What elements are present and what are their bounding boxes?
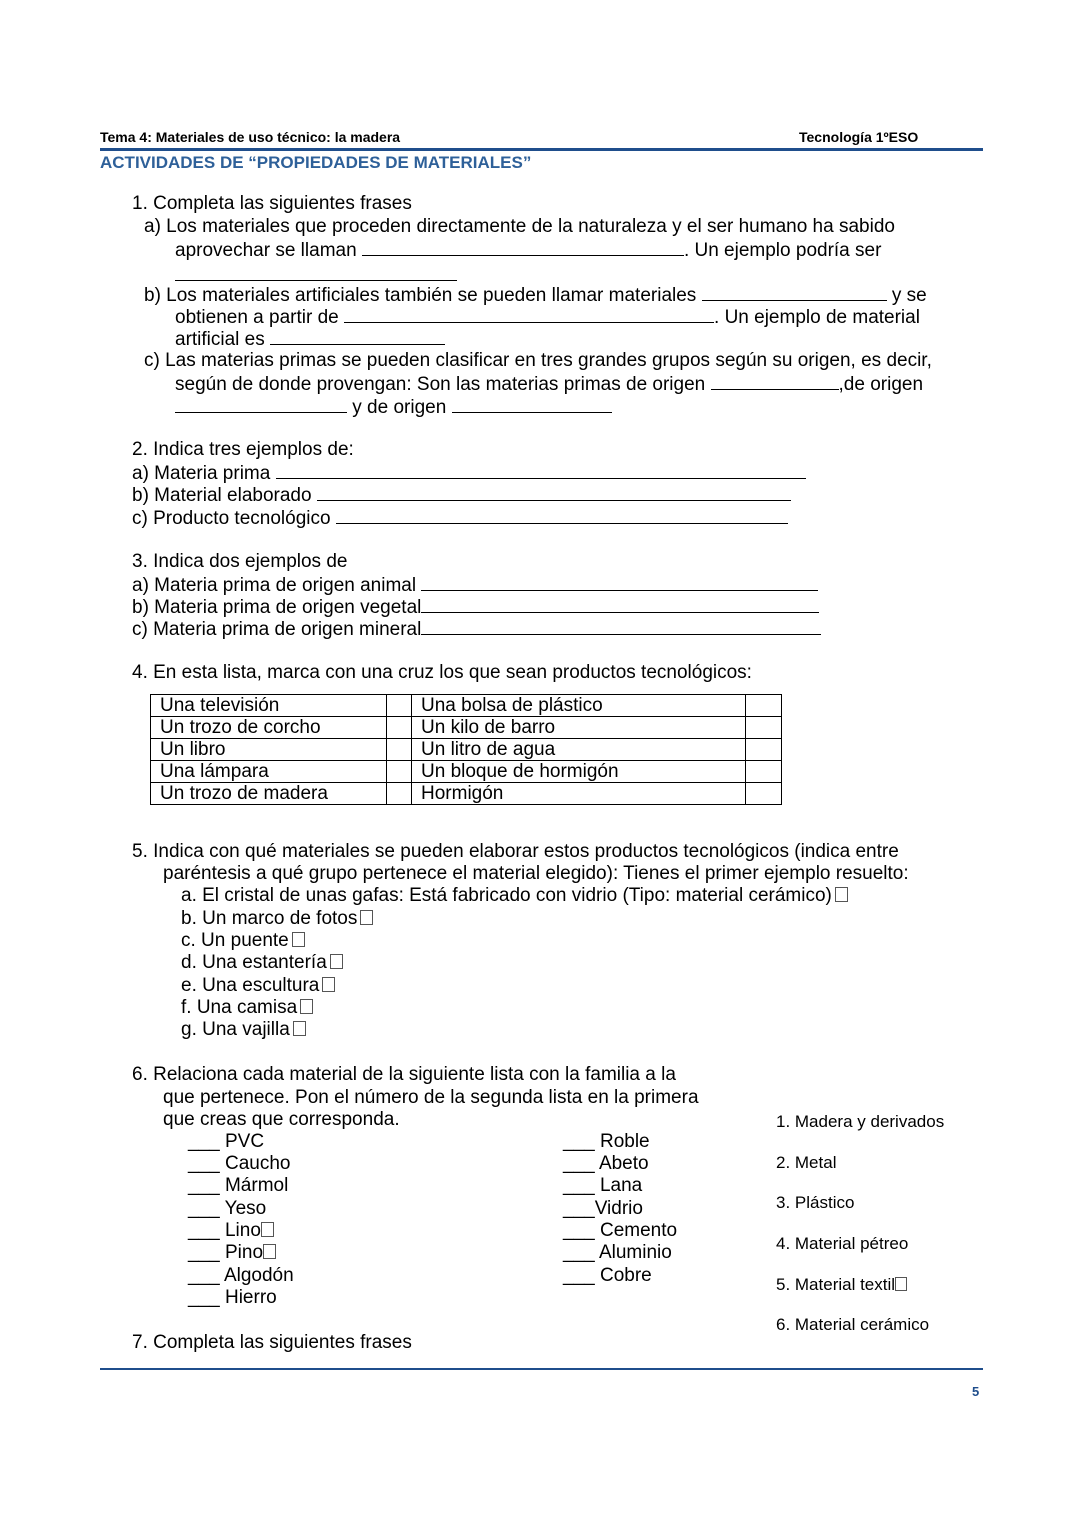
checkbox-icon bbox=[895, 1277, 907, 1291]
table-row bbox=[151, 739, 782, 761]
q6-family: 3. Plástico bbox=[776, 1193, 855, 1212]
checkbox-icon bbox=[835, 887, 848, 902]
q6-col1-item bbox=[188, 1242, 276, 1264]
q3-b bbox=[132, 595, 819, 619]
q5-item-text: a. El cristal de unas gafas: Está fabricado con vidrio (Tipo: material cerámico) bbox=[181, 885, 832, 906]
q6-col1-item bbox=[188, 1153, 290, 1175]
q2-b-blank[interactable] bbox=[317, 483, 791, 501]
table-row bbox=[151, 717, 782, 739]
q6-blank[interactable]: ___ bbox=[188, 1175, 220, 1196]
q6-blank[interactable]: ___ bbox=[563, 1198, 595, 1219]
q4-checkbox[interactable] bbox=[746, 783, 782, 805]
q4-title: 4. En esta lista, marca con una cruz los que sean productos tecnológicos: bbox=[132, 662, 752, 683]
q5-item-text: f. Una camisa bbox=[181, 997, 298, 1018]
q6-blank[interactable]: ___ bbox=[188, 1265, 220, 1286]
q3-a-label: a) Materia prima de origen animal bbox=[132, 575, 417, 596]
q1-b-text-end: y se bbox=[891, 285, 927, 306]
q1-c-text3: y de origen bbox=[352, 397, 447, 418]
q4-checkbox[interactable] bbox=[387, 717, 412, 739]
q6-material: Yeso bbox=[224, 1198, 267, 1219]
q6-col2-item bbox=[563, 1131, 650, 1153]
q4-checkbox[interactable] bbox=[387, 783, 412, 805]
q1-c-text: según de donde provengan: Son las materias primas de origen bbox=[175, 374, 706, 395]
q6-family: 4. Material pétreo bbox=[776, 1234, 909, 1253]
q1-a-line2 bbox=[175, 238, 881, 262]
table-row bbox=[151, 695, 782, 717]
q1-b-line3 bbox=[175, 327, 445, 351]
q1-b-text3: . Un ejemplo de material bbox=[714, 307, 920, 328]
q6-blank[interactable]: ___ bbox=[188, 1131, 220, 1152]
header-right: Tecnología 1ºESO bbox=[799, 129, 919, 145]
q1-b-text2: obtienen a partir de bbox=[175, 307, 339, 328]
q1-c-text2: ,de origen bbox=[838, 374, 924, 395]
q4-item: Una lámpara bbox=[151, 761, 387, 783]
q4-item: Un trozo de corcho bbox=[151, 717, 387, 739]
q6-blank[interactable]: ___ bbox=[188, 1198, 220, 1219]
q4-checkbox[interactable] bbox=[387, 695, 412, 717]
q6-material: Mármol bbox=[224, 1175, 289, 1196]
q6-material: Vidrio bbox=[594, 1198, 643, 1219]
q6-col1-item bbox=[188, 1198, 266, 1220]
q6-family: 2. Metal bbox=[776, 1153, 837, 1172]
q5-item-text: c. Un puente bbox=[181, 930, 289, 951]
header-left: Tema 4: Materiales de uso técnico: la madera bbox=[100, 129, 401, 145]
q6-blank[interactable]: ___ bbox=[188, 1287, 220, 1308]
q5-item bbox=[181, 908, 373, 930]
q6-col1-item bbox=[188, 1287, 277, 1309]
q1-c-line3 bbox=[175, 395, 612, 419]
q6-blank[interactable]: ___ bbox=[563, 1131, 595, 1152]
q4-checkbox[interactable] bbox=[746, 695, 782, 717]
q1-c-line1: c) Las materias primas se pueden clasificar en tres grandes grupos según su origen, es decir, bbox=[144, 350, 932, 371]
q4-item: Un trozo de madera bbox=[151, 783, 387, 805]
q6-material: Cobre bbox=[599, 1265, 652, 1286]
q1-b-blank2[interactable] bbox=[344, 305, 714, 323]
section-title: ACTIVIDADES DE “PROPIEDADES DE MATERIALES” bbox=[100, 153, 532, 172]
q6-family bbox=[776, 1275, 907, 1295]
q4-item: Hormigón bbox=[412, 783, 746, 805]
q6-material: Lana bbox=[599, 1175, 643, 1196]
q3-c-blank[interactable] bbox=[421, 617, 821, 635]
header-rule bbox=[100, 148, 983, 151]
q2-c bbox=[132, 506, 788, 530]
q1-b-text: b) Los materiales artificiales también se pueden llamar materiales bbox=[144, 285, 697, 306]
q5-item-text: d. Una estantería bbox=[181, 952, 327, 973]
q6-blank[interactable]: ___ bbox=[188, 1220, 220, 1241]
q2-b bbox=[132, 483, 791, 507]
q5-item-text: g. Una vajilla bbox=[181, 1019, 290, 1040]
q3-a bbox=[132, 573, 818, 597]
q3-c-label: c) Materia prima de origen mineral bbox=[132, 619, 422, 640]
q6-title-line3: que creas que corresponda. bbox=[163, 1109, 400, 1130]
q6-col2-item bbox=[563, 1153, 649, 1175]
q6-col1-item bbox=[188, 1265, 294, 1287]
q2-title: 2. Indica tres ejemplos de: bbox=[132, 439, 354, 460]
q6-title-line1: 6. Relaciona cada material de la siguiente lista con la familia a la bbox=[132, 1064, 676, 1085]
checkbox-icon bbox=[263, 1244, 276, 1259]
q6-material: Cemento bbox=[599, 1220, 678, 1241]
q6-family-text: 5. Material textil bbox=[776, 1275, 896, 1294]
q5-item bbox=[181, 930, 305, 952]
table-row bbox=[151, 783, 782, 805]
q1-b-line2 bbox=[175, 305, 920, 329]
q6-col1-item bbox=[188, 1175, 288, 1197]
checkbox-icon bbox=[261, 1222, 274, 1237]
q6-col1-item bbox=[188, 1131, 264, 1153]
q4-item: Un litro de agua bbox=[412, 739, 746, 761]
q4-item: Un kilo de barro bbox=[412, 717, 746, 739]
q5-item bbox=[181, 885, 848, 907]
q5-item bbox=[181, 952, 343, 974]
q4-item: Una bolsa de plástico bbox=[412, 695, 746, 717]
q6-col2-item bbox=[563, 1175, 642, 1197]
q1-b-line1 bbox=[144, 283, 927, 307]
q6-col1-item bbox=[188, 1220, 274, 1242]
q5-item bbox=[181, 1019, 306, 1041]
q4-checkbox[interactable] bbox=[746, 739, 782, 761]
q2-c-blank[interactable] bbox=[336, 506, 788, 524]
q6-blank[interactable]: ___ bbox=[563, 1153, 595, 1174]
q5-item bbox=[181, 997, 313, 1019]
q1-b-text4: artificial es bbox=[175, 329, 265, 350]
q4-checkbox[interactable] bbox=[387, 761, 412, 783]
q2-a-blank[interactable] bbox=[276, 461, 806, 479]
q1-c-blank3[interactable] bbox=[452, 395, 612, 413]
q3-title: 3. Indica dos ejemplos de bbox=[132, 551, 348, 572]
q1-a-line1: a) Los materiales que proceden directamente de la naturaleza y el ser humano ha sabido bbox=[144, 216, 895, 237]
q5-item-text: b. Un marco de fotos bbox=[181, 908, 358, 929]
q6-material: Hierro bbox=[224, 1287, 277, 1308]
q2-a bbox=[132, 461, 806, 485]
checkbox-icon bbox=[360, 910, 373, 925]
q1-c-blank2[interactable] bbox=[175, 395, 347, 413]
q6-material: Pino bbox=[224, 1242, 264, 1263]
checkbox-icon bbox=[293, 1021, 306, 1036]
q2-c-label: c) Producto tecnológico bbox=[132, 508, 331, 529]
checkbox-icon bbox=[292, 932, 305, 947]
q2-a-label: a) Materia prima bbox=[132, 463, 271, 484]
q1-a-text: aprovechar se llaman bbox=[175, 240, 357, 261]
q7-title: 7. Completa las siguientes frases bbox=[132, 1332, 412, 1353]
q1-b-blank1[interactable] bbox=[702, 283, 887, 301]
q4-item: Una televisión bbox=[151, 695, 387, 717]
q6-material: Roble bbox=[599, 1131, 650, 1152]
q3-c bbox=[132, 617, 821, 641]
q6-material: Aluminio bbox=[598, 1242, 672, 1263]
q1-a-blank2[interactable] bbox=[175, 280, 457, 281]
q6-family: 6. Material cerámico bbox=[776, 1315, 930, 1334]
q3-b-label: b) Materia prima de origen vegetal bbox=[132, 597, 422, 618]
q4-checkbox[interactable] bbox=[746, 761, 782, 783]
q6-col2-item bbox=[563, 1198, 643, 1220]
q1-c-line2 bbox=[175, 372, 923, 396]
q5-item-text: e. Una escultura bbox=[181, 975, 320, 996]
q6-material: Lino bbox=[224, 1220, 261, 1241]
q6-col2-item bbox=[563, 1220, 677, 1242]
q4-checkbox[interactable] bbox=[746, 717, 782, 739]
checkbox-icon bbox=[330, 954, 343, 969]
q1-a-text2: . Un ejemplo podría ser bbox=[683, 240, 882, 261]
checkbox-icon bbox=[322, 977, 335, 992]
checkbox-icon bbox=[300, 999, 313, 1014]
q1-title: 1. Completa las siguientes frases bbox=[132, 193, 412, 214]
q6-col2-item bbox=[563, 1242, 672, 1264]
q4-table bbox=[150, 694, 782, 805]
q6-blank[interactable]: ___ bbox=[563, 1242, 595, 1263]
table-row bbox=[151, 761, 782, 783]
q4-item: Un bloque de hormigón bbox=[412, 761, 746, 783]
q2-b-label: b) Material elaborado bbox=[132, 485, 312, 506]
q1-a-blank[interactable] bbox=[362, 238, 684, 256]
q6-blank[interactable]: ___ bbox=[188, 1242, 220, 1263]
q5-title-line2: paréntesis a qué grupo pertenece el material elegido): Tienes el primer ejemplo resuelto: bbox=[163, 863, 909, 884]
q5-title-line1: 5. Indica con qué materiales se pueden elaborar estos productos tecnológicos (indica entre bbox=[132, 841, 899, 862]
q6-blank[interactable]: ___ bbox=[563, 1220, 595, 1241]
q3-b-blank[interactable] bbox=[421, 595, 819, 613]
q6-material: Abeto bbox=[598, 1153, 649, 1174]
q4-checkbox[interactable] bbox=[387, 739, 412, 761]
q6-col2-item bbox=[563, 1265, 652, 1287]
q6-family: 1. Madera y derivados bbox=[776, 1112, 945, 1131]
footer-rule bbox=[100, 1368, 983, 1370]
q1-b-blank3[interactable] bbox=[270, 327, 445, 345]
q6-material: Algodón bbox=[223, 1265, 294, 1286]
q6-material: PVC bbox=[224, 1131, 265, 1152]
q6-blank[interactable]: ___ bbox=[563, 1175, 595, 1196]
q1-c-blank1[interactable] bbox=[711, 372, 839, 390]
q6-title-line2: que pertenece. Pon el número de la segunda lista en la primera bbox=[163, 1087, 699, 1108]
q5-item bbox=[181, 975, 335, 997]
q6-material: Caucho bbox=[224, 1153, 291, 1174]
q4-item: Un libro bbox=[151, 739, 387, 761]
q6-blank[interactable]: ___ bbox=[563, 1265, 595, 1286]
q3-a-blank[interactable] bbox=[421, 573, 818, 591]
q6-blank[interactable]: ___ bbox=[188, 1153, 220, 1174]
page-number: 5 bbox=[972, 1384, 980, 1399]
